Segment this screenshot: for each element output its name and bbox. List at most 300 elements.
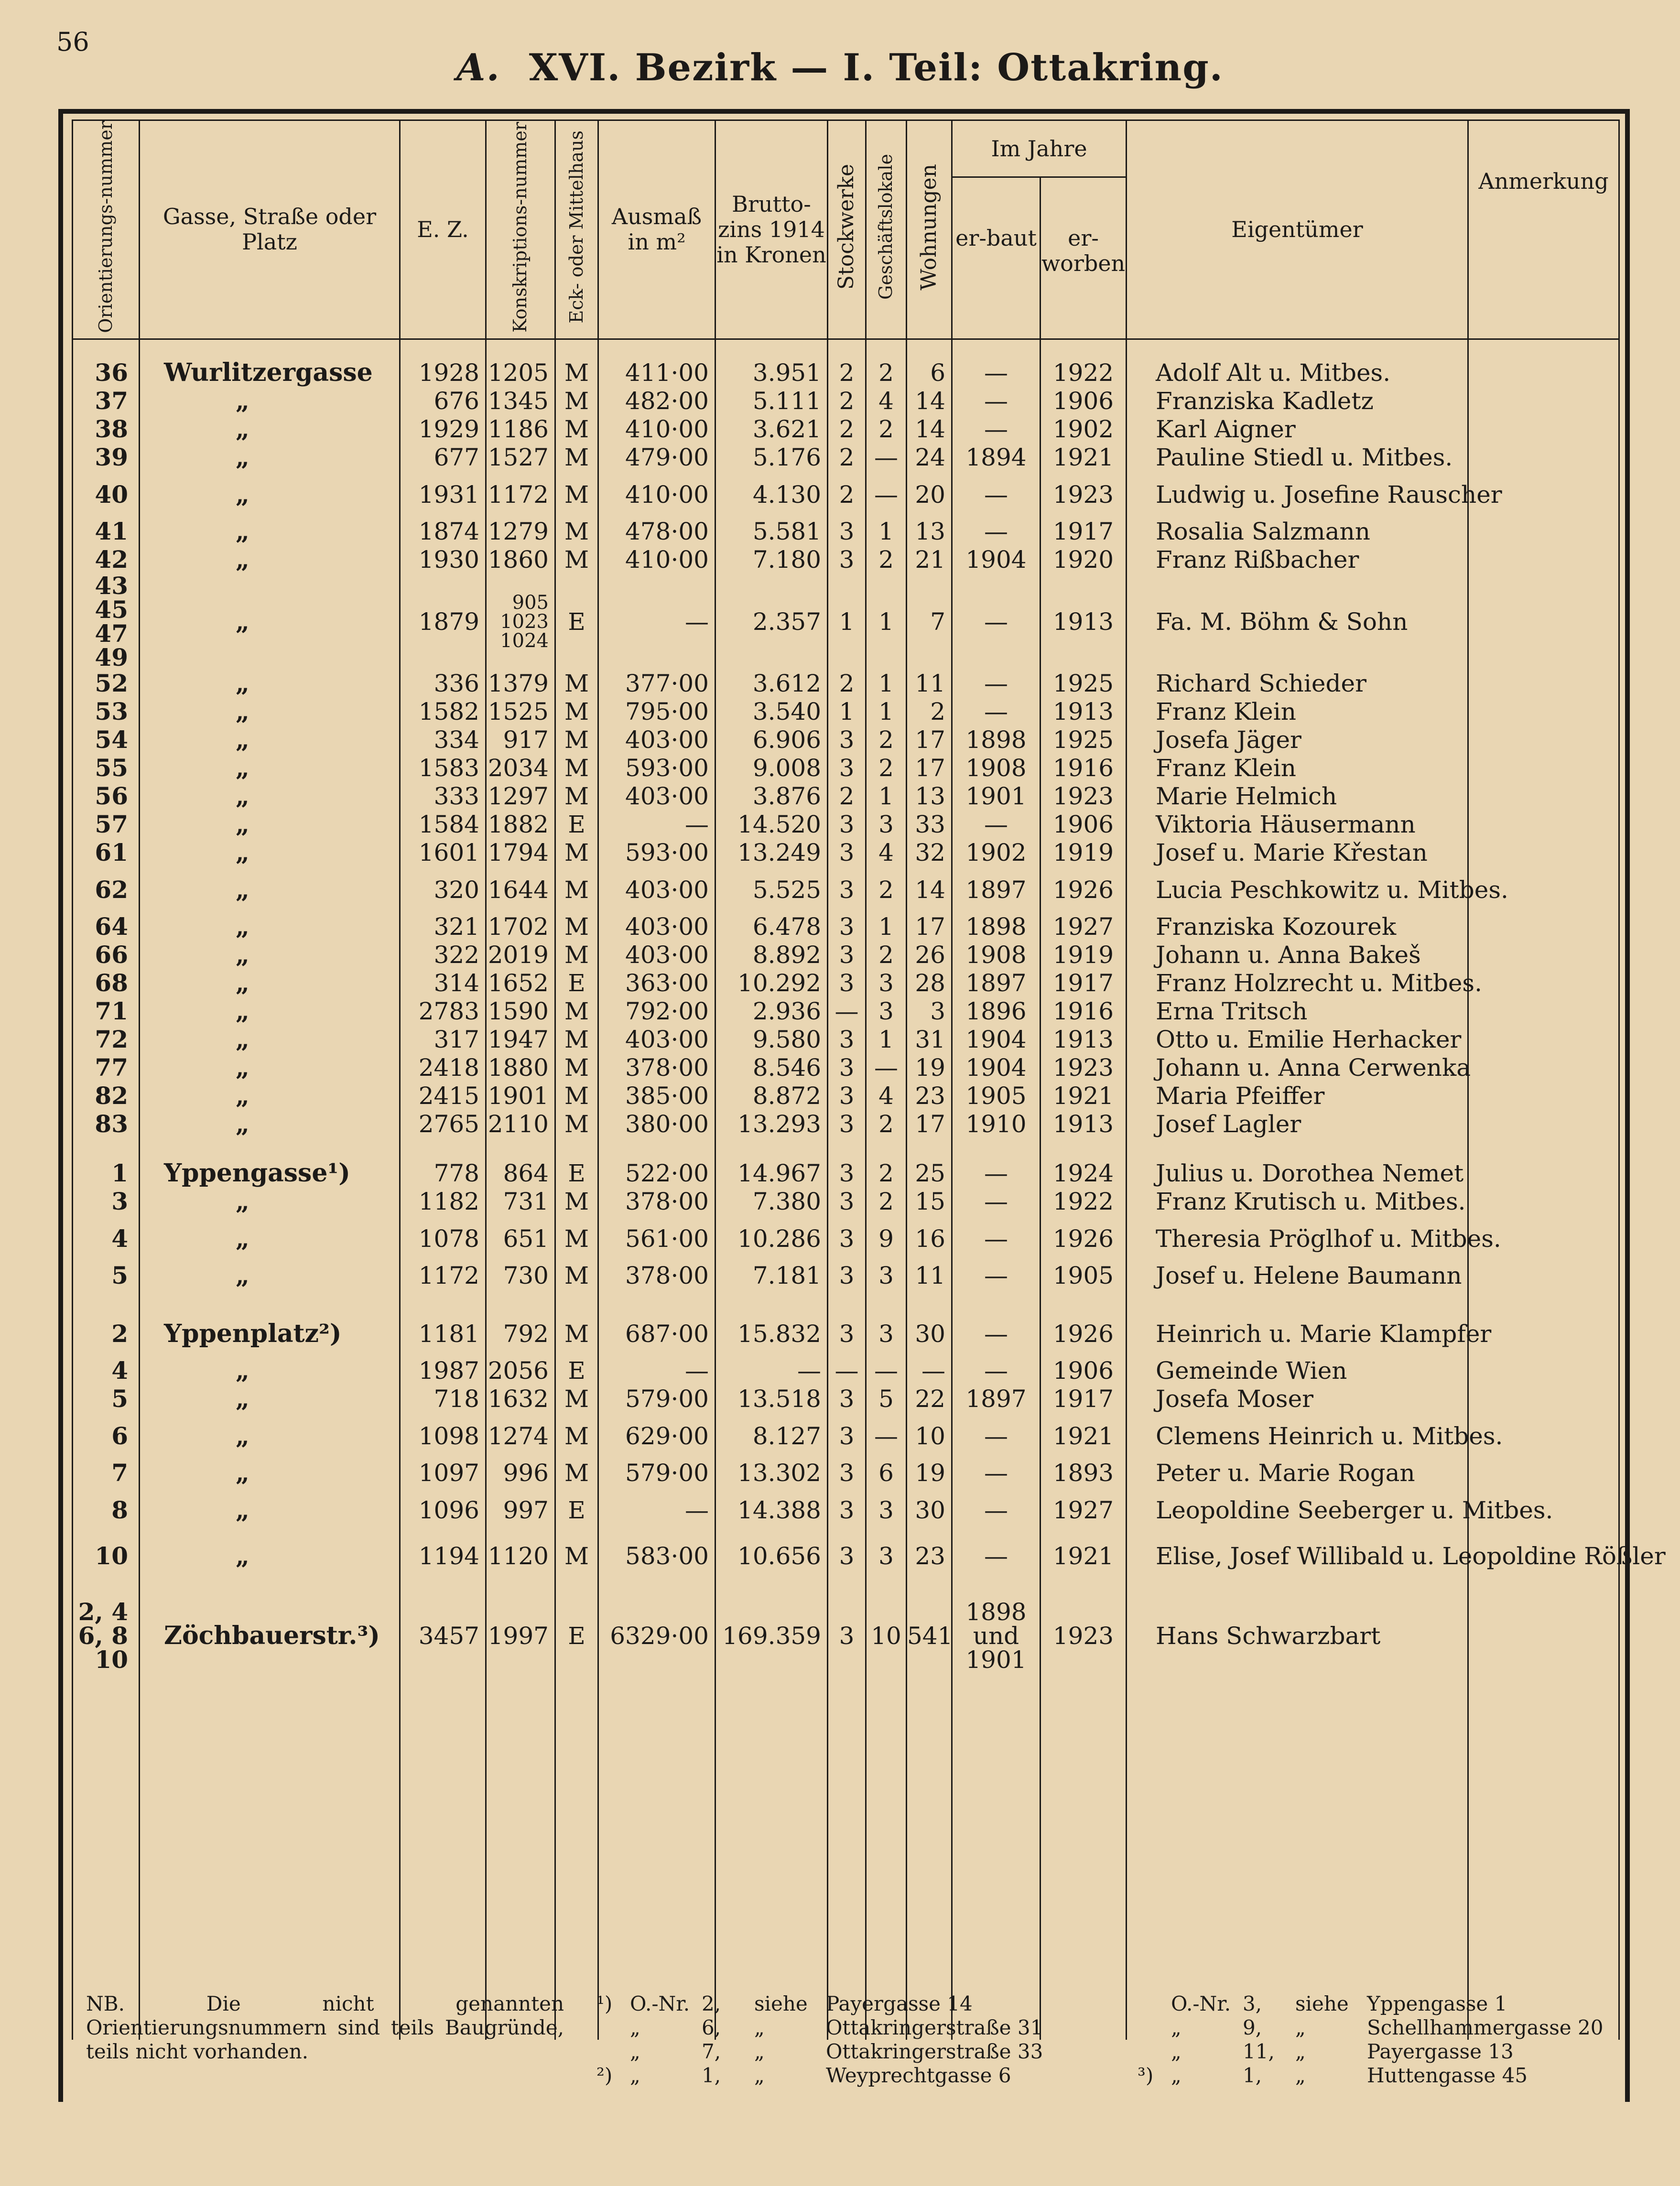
eigentuemer-cell: Franz Holzrecht u. Mitbes. <box>1127 969 1468 997</box>
ez-cell: 1584 <box>400 811 486 839</box>
spacer-cell <box>555 1138 598 1159</box>
stockwerke-cell: 3 <box>828 913 866 941</box>
erworben-cell: 1917 <box>1041 518 1127 546</box>
stockwerke-cell: 3 <box>828 1082 866 1110</box>
title-text: XVI. Bezirk — I. Teil: Ottakring. <box>529 46 1224 89</box>
gasse-cell: „ <box>140 1026 400 1054</box>
bruttozins-cell: 14.967 <box>715 1159 828 1188</box>
anmerkung-cell <box>1468 1110 1619 1138</box>
geschaeftslokale-cell: 4 <box>866 1082 907 1110</box>
ez-cell: 1097 <box>400 1459 486 1487</box>
title-prefix: A. <box>456 46 500 89</box>
erworben-cell: 1920 <box>1041 546 1127 574</box>
konskriptionsnummer-cell: 864 <box>486 1159 555 1188</box>
orientierungsnummer-cell: 40 <box>73 472 140 518</box>
footnote-part <box>1138 2016 1171 2040</box>
erworben-cell: 1893 <box>1041 1459 1127 1487</box>
erbaut-cell: 1902 <box>952 839 1041 867</box>
spacer-cell <box>1041 339 1127 359</box>
spacer-cell <box>140 1138 400 1159</box>
anmerkung-cell <box>1468 1600 1619 1672</box>
stockwerke-cell: 3 <box>828 1533 866 1579</box>
konskriptionsnummer-cell: 651 <box>486 1216 555 1262</box>
ez-cell: 718 <box>400 1385 486 1413</box>
ez-cell: 1928 <box>400 359 486 387</box>
ez-cell: 320 <box>400 867 486 913</box>
bruttozins-cell: 169.359 <box>715 1600 828 1672</box>
table-row <box>73 1026 1619 1054</box>
geschaeftslokale-cell: 2 <box>866 1159 907 1188</box>
stockwerke-cell: 2 <box>828 387 866 415</box>
spacer-cell <box>598 339 715 359</box>
anmerkung-cell <box>1468 754 1619 782</box>
wohnungen-cell: 2 <box>907 698 952 726</box>
konskriptionsnummer-cell: 1882 <box>486 811 555 839</box>
gasse-cell: Zöchbauerstr.³) <box>140 1600 400 1672</box>
eck-mittelhaus-cell: M <box>555 1054 598 1082</box>
anmerkung-cell <box>1468 415 1619 444</box>
bruttozins-cell: 10.656 <box>715 1533 828 1579</box>
footnote-part: Ottakringerstraße 33 <box>826 2040 1043 2063</box>
wohnungen-cell: 11 <box>907 1262 952 1290</box>
spacer-cell <box>1127 1290 1468 1311</box>
bruttozins-cell: 14.388 <box>715 1487 828 1533</box>
geschaeftslokale-cell: 3 <box>866 1311 907 1357</box>
konskriptionsnummer-cell: 1345 <box>486 387 555 415</box>
stockwerke-cell: 2 <box>828 670 866 698</box>
erworben-cell: 1913 <box>1041 1110 1127 1138</box>
table-row <box>73 1357 1619 1385</box>
header-wohnungen: Wohnungen <box>907 120 952 339</box>
anmerkung-cell <box>1468 997 1619 1026</box>
ez-cell: 677 <box>400 444 486 472</box>
bruttozins-cell: 13.293 <box>715 1110 828 1138</box>
header-eck-mittelhaus: Eck- oder Mittelhaus <box>555 120 598 339</box>
geschaeftslokale-cell: 3 <box>866 1533 907 1579</box>
eigentuemer-cell: Franz Klein <box>1127 698 1468 726</box>
geschaeftslokale-cell: — <box>866 444 907 472</box>
orientierungsnummer-cell: 4 <box>73 1357 140 1385</box>
eigentuemer-cell: Richard Schieder <box>1127 670 1468 698</box>
erbaut-cell: 1905 <box>952 1082 1041 1110</box>
spacer-cell <box>828 1579 866 1600</box>
bruttozins-cell: 7.181 <box>715 1262 828 1290</box>
spacer-cell <box>486 339 555 359</box>
orientierungsnummer-line: 47 <box>95 619 128 648</box>
erbaut-cell: — <box>952 1413 1041 1459</box>
footnote-part: 6, <box>702 2016 721 2039</box>
spacer-cell <box>907 1579 952 1600</box>
erbaut-cell: 1897 <box>952 969 1041 997</box>
footnote-line <box>596 2064 1113 2088</box>
eigentuemer-cell: Erna Tritsch <box>1127 997 1468 1026</box>
spacer-cell <box>73 1672 140 2040</box>
geschaeftslokale-cell: 2 <box>866 1110 907 1138</box>
stockwerke-cell: 3 <box>828 754 866 782</box>
geschaeftslokale-cell: 2 <box>866 754 907 782</box>
stockwerke-cell: 3 <box>828 1188 866 1216</box>
konskriptionsnummer-cell: 1379 <box>486 670 555 698</box>
spacer-row <box>73 1138 1619 1159</box>
header-eigentuemer: Eigentümer <box>1127 120 1468 339</box>
ausmass-cell: 482·00 <box>598 387 715 415</box>
stockwerke-cell: 3 <box>828 518 866 546</box>
erworben-cell: 1902 <box>1041 415 1127 444</box>
stockwerke-cell: 3 <box>828 1487 866 1533</box>
ausmass-cell: 410·00 <box>598 415 715 444</box>
geschaeftslokale-cell: 3 <box>866 969 907 997</box>
erbaut-cell: 1897 <box>952 1385 1041 1413</box>
ausmass-cell: — <box>598 811 715 839</box>
eck-mittelhaus-cell: E <box>555 811 598 839</box>
spacer-cell <box>866 1672 907 2040</box>
table-row <box>73 698 1619 726</box>
eck-mittelhaus-cell: M <box>555 941 598 969</box>
header-erbaut: er-baut <box>952 177 1041 339</box>
konskriptionsnummer-cell: 1947 <box>486 1026 555 1054</box>
header-konskriptionsnummer: Konskriptions-nummer <box>486 120 555 339</box>
wohnungen-cell: 28 <box>907 969 952 997</box>
konskriptionsnummer-cell: 1901 <box>486 1082 555 1110</box>
ausmass-cell: 378·00 <box>598 1054 715 1082</box>
bruttozins-cell: 3.612 <box>715 670 828 698</box>
orientierungsnummer-cell: 77 <box>73 1054 140 1082</box>
wohnungen-cell: 11 <box>907 670 952 698</box>
table-row <box>73 1385 1619 1413</box>
orientierungsnummer-cell: 54 <box>73 726 140 754</box>
orientierungsnummer-cell: 5 <box>73 1262 140 1290</box>
erbaut-cell: — <box>952 1487 1041 1533</box>
spacer-cell <box>952 1290 1041 1311</box>
eigentuemer-cell: Josef u. Helene Baumann <box>1127 1262 1468 1290</box>
geschaeftslokale-cell: 2 <box>866 415 907 444</box>
eigentuemer-cell: Franz Klein <box>1127 754 1468 782</box>
orientierungsnummer-cell <box>73 1597 140 1674</box>
stockwerke-cell: 3 <box>828 726 866 754</box>
footnote-part <box>1138 1992 1171 2016</box>
ausmass-cell: 403·00 <box>598 913 715 941</box>
stockwerke-cell: 3 <box>828 969 866 997</box>
bruttozins-cell: 6.906 <box>715 726 828 754</box>
gasse-cell: „ <box>140 1082 400 1110</box>
footnote-part <box>596 2016 630 2040</box>
geschaeftslokale-cell: 3 <box>866 811 907 839</box>
anmerkung-cell <box>1468 1188 1619 1216</box>
konskriptionsnummer-cell: 1527 <box>486 444 555 472</box>
footnote-part: Yppengasse 1 <box>1367 1992 1507 2015</box>
orientierungsnummer-line: 45 <box>95 595 128 624</box>
stockwerke-cell: 3 <box>828 1413 866 1459</box>
spacer-cell <box>73 1579 140 1600</box>
erworben-cell: 1926 <box>1041 1216 1127 1262</box>
spacer-cell <box>1127 1672 1468 2040</box>
eck-mittelhaus-cell: M <box>555 1385 598 1413</box>
eigentuemer-cell: Josef u. Marie Křestan <box>1127 839 1468 867</box>
ausmass-cell: 410·00 <box>598 472 715 518</box>
eck-mittelhaus-cell: M <box>555 1311 598 1357</box>
footnote-line <box>596 1992 1113 2016</box>
spacer-cell <box>907 1672 952 2040</box>
erbaut-cell: 1908 <box>952 941 1041 969</box>
eck-mittelhaus-cell: M <box>555 359 598 387</box>
gasse-cell: „ <box>140 1533 400 1579</box>
spacer-cell <box>1041 1138 1127 1159</box>
geschaeftslokale-cell: 3 <box>866 1262 907 1290</box>
orientierungsnummer-line: 49 <box>95 643 128 671</box>
footnote-part: „ <box>1295 2016 1306 2039</box>
footnote-part: „ <box>630 2016 640 2039</box>
orientierungsnummer-cell: 71 <box>73 997 140 1026</box>
table-row <box>73 969 1619 997</box>
anmerkung-cell <box>1468 1459 1619 1487</box>
footnote-part: 7, <box>702 2040 721 2063</box>
gasse-cell: „ <box>140 726 400 754</box>
geschaeftslokale-cell: 10 <box>866 1600 907 1672</box>
konskriptionsnummer-cell: 2056 <box>486 1357 555 1385</box>
geschaeftslokale-cell: 3 <box>866 997 907 1026</box>
orientierungsnummer-cell: 61 <box>73 839 140 867</box>
eigentuemer-cell: Josefa Moser <box>1127 1385 1468 1413</box>
bruttozins-cell: 8.127 <box>715 1413 828 1459</box>
stockwerke-cell: 2 <box>828 444 866 472</box>
ledger-table <box>72 119 1666 2040</box>
anmerkung-cell <box>1468 1082 1619 1110</box>
erbaut-cell: — <box>952 670 1041 698</box>
eck-mittelhaus-cell: M <box>555 546 598 574</box>
gasse-cell: „ <box>140 1054 400 1082</box>
table-row <box>73 1216 1619 1262</box>
erworben-cell: 1924 <box>1041 1159 1127 1188</box>
konskriptionsnummer-cell: 1794 <box>486 839 555 867</box>
wohnungen-cell: 14 <box>907 867 952 913</box>
eigentuemer-cell: Gemeinde Wien <box>1127 1357 1468 1385</box>
bruttozins-cell: 3.540 <box>715 698 828 726</box>
spacer-cell <box>73 1290 140 1311</box>
spacer-cell <box>486 1138 555 1159</box>
orientierungsnummer-cell: 7 <box>73 1459 140 1487</box>
orientierungsnummer-cell: 2 <box>73 1311 140 1357</box>
orientierungsnummer-cell: 62 <box>73 867 140 913</box>
gasse-cell: „ <box>140 1262 400 1290</box>
spacer-cell <box>828 1138 866 1159</box>
ez-cell: 1172 <box>400 1262 486 1290</box>
ausmass-cell: 363·00 <box>598 969 715 997</box>
konskriptionsnummer-cell: 2019 <box>486 941 555 969</box>
eigentuemer-cell: Franz Krutisch u. Mitbes. <box>1127 1188 1468 1216</box>
ausmass-cell: 378·00 <box>598 1262 715 1290</box>
geschaeftslokale-cell: 6 <box>866 1459 907 1487</box>
spacer-cell <box>555 1579 598 1600</box>
wohnungen-cell: 13 <box>907 518 952 546</box>
konskriptionsnummer-cell: 1186 <box>486 415 555 444</box>
ausmass-cell: 403·00 <box>598 782 715 811</box>
erworben-cell: 1917 <box>1041 1385 1127 1413</box>
konskriptionsnummer-cell: 1525 <box>486 698 555 726</box>
eck-mittelhaus-cell: E <box>555 1487 598 1533</box>
eigentuemer-cell: Viktoria Häusermann <box>1127 811 1468 839</box>
spacer-cell <box>828 1290 866 1311</box>
eck-mittelhaus-cell: E <box>555 1357 598 1385</box>
konskriptionsnummer-cell: 1880 <box>486 1054 555 1082</box>
eigentuemer-cell: Elise, Josef Willibald u. Leopoldine Rößler <box>1127 1533 1468 1579</box>
bruttozins-cell: 5.111 <box>715 387 828 415</box>
gasse-cell: „ <box>140 1385 400 1413</box>
ausmass-cell: — <box>598 574 715 670</box>
eigentuemer-cell: Maria Pfeiffer <box>1127 1082 1468 1110</box>
wohnungen-cell: 16 <box>907 1216 952 1262</box>
table-row <box>73 997 1619 1026</box>
eck-mittelhaus-cell: M <box>555 1026 598 1054</box>
ez-cell: 334 <box>400 726 486 754</box>
footnote-part: 3, <box>1243 1992 1262 2015</box>
anmerkung-cell <box>1468 1159 1619 1188</box>
gasse-cell: „ <box>140 387 400 415</box>
konskriptionsnummer-cell: 1860 <box>486 546 555 574</box>
table-row <box>73 754 1619 782</box>
footnote-part: 1, <box>1243 2064 1262 2087</box>
erbaut-cell: 1896 <box>952 997 1041 1026</box>
gasse-cell: „ <box>140 1487 400 1533</box>
wohnungen-cell: 14 <box>907 415 952 444</box>
bruttozins-cell: 15.832 <box>715 1311 828 1357</box>
konskriptionsnummer-cell: 1205 <box>486 359 555 387</box>
gasse-cell: „ <box>140 1110 400 1138</box>
ausmass-cell: 6329·00 <box>598 1600 715 1672</box>
spacer-cell <box>400 339 486 359</box>
ez-cell: 2415 <box>400 1082 486 1110</box>
erbaut-cell: 1904 <box>952 546 1041 574</box>
header-stockwerke: Stockwerke <box>828 120 866 339</box>
footnote-part: „ <box>630 2040 640 2063</box>
erbaut-cell: — <box>952 698 1041 726</box>
eck-mittelhaus-cell: M <box>555 1082 598 1110</box>
erworben-cell: 1906 <box>1041 811 1127 839</box>
table-row <box>73 472 1619 518</box>
gasse-cell: „ <box>140 913 400 941</box>
wohnungen-cell: 17 <box>907 754 952 782</box>
ez-cell: 1078 <box>400 1216 486 1262</box>
eck-mittelhaus-cell: M <box>555 1110 598 1138</box>
spacer-cell <box>400 1672 486 2040</box>
ez-cell: 1987 <box>400 1357 486 1385</box>
konskriptionsnummer-cell: 1652 <box>486 969 555 997</box>
gasse-cell: „ <box>140 1459 400 1487</box>
footnote-part: „ <box>1295 2064 1306 2087</box>
anmerkung-cell <box>1468 670 1619 698</box>
stockwerke-cell: 3 <box>828 546 866 574</box>
konskriptionsnummer-line: 1024 <box>500 629 549 652</box>
konskriptionsnummer-cell: 1172 <box>486 472 555 518</box>
header-orientierungsnummer: Orientierungs-nummer <box>73 120 140 339</box>
geschaeftslokale-cell: 5 <box>866 1385 907 1413</box>
ez-cell: 1931 <box>400 472 486 518</box>
eck-mittelhaus-cell: M <box>555 415 598 444</box>
header-anmerkung: Anmerkung <box>1468 120 1619 339</box>
footnote-part: 2, <box>702 1992 721 2015</box>
geschaeftslokale-cell: 2 <box>866 546 907 574</box>
konskriptionsnummer-cell <box>486 574 555 670</box>
eck-mittelhaus-cell: M <box>555 1188 598 1216</box>
footnote-part: 1, <box>702 2064 721 2087</box>
erbaut-cell: — <box>952 1311 1041 1357</box>
ez-cell: 1096 <box>400 1487 486 1533</box>
eck-mittelhaus-cell: M <box>555 1413 598 1459</box>
anmerkung-cell <box>1468 839 1619 867</box>
wohnungen-cell: 30 <box>907 1487 952 1533</box>
footnote-part: Payergasse 13 <box>1367 2040 1514 2063</box>
spacer-cell <box>715 1579 828 1600</box>
erbaut-cell: — <box>952 1533 1041 1579</box>
erworben-cell: 1926 <box>1041 867 1127 913</box>
konskriptionsnummer-cell: 1702 <box>486 913 555 941</box>
stockwerke-cell: 2 <box>828 359 866 387</box>
spacer-cell <box>140 339 400 359</box>
eck-mittelhaus-cell: M <box>555 782 598 811</box>
konskriptionsnummer-cell: 1274 <box>486 1413 555 1459</box>
erbaut-cell: 1908 <box>952 754 1041 782</box>
bruttozins-cell: 10.292 <box>715 969 828 997</box>
spacer-cell <box>866 1138 907 1159</box>
orientierungsnummer-cell: 10 <box>73 1533 140 1579</box>
spacer-cell <box>400 1579 486 1600</box>
geschaeftslokale-cell: 2 <box>866 941 907 969</box>
spacer-cell <box>1041 1579 1127 1600</box>
footnote-part: Weyprechtgasse 6 <box>826 2064 1011 2087</box>
gasse-cell: „ <box>140 574 400 670</box>
footnote-part: siehe <box>754 1992 808 2015</box>
spacer-cell <box>140 1672 400 2040</box>
konskriptionsnummer-cell: 792 <box>486 1311 555 1357</box>
gasse-cell: „ <box>140 941 400 969</box>
spacer-cell <box>555 339 598 359</box>
geschaeftslokale-cell: 2 <box>866 359 907 387</box>
footnote-part: „ <box>1295 2040 1306 2063</box>
ez-cell: 314 <box>400 969 486 997</box>
gasse-cell: „ <box>140 670 400 698</box>
eck-mittelhaus-cell: E <box>555 969 598 997</box>
orientierungsnummer-cell: 42 <box>73 546 140 574</box>
table-row <box>73 782 1619 811</box>
table-row <box>73 1413 1619 1459</box>
erbaut-cell: 1897 <box>952 867 1041 913</box>
erbaut-cell: — <box>952 574 1041 670</box>
ez-cell: 2418 <box>400 1054 486 1082</box>
header-im-jahre: Im Jahre <box>952 120 1127 177</box>
spacer-cell <box>140 1290 400 1311</box>
table-row <box>73 1262 1619 1290</box>
spacer-cell <box>866 1290 907 1311</box>
ez-cell: 317 <box>400 1026 486 1054</box>
wohnungen-cell: 7 <box>907 574 952 670</box>
konskriptionsnummer-cell: 2110 <box>486 1110 555 1138</box>
eck-mittelhaus-cell: M <box>555 1216 598 1262</box>
eck-mittelhaus-cell: M <box>555 867 598 913</box>
eck-mittelhaus-cell: M <box>555 839 598 867</box>
footnotes-middle <box>596 1992 1113 2088</box>
footnote-part: O.-Nr. <box>630 1992 690 2015</box>
wohnungen-cell: 21 <box>907 546 952 574</box>
bruttozins-cell: 8.546 <box>715 1054 828 1082</box>
wohnungen-cell: 32 <box>907 839 952 867</box>
spacer-cell <box>952 1579 1041 1600</box>
erbaut-line: 1901 <box>965 1645 1027 1674</box>
eck-mittelhaus-cell: M <box>555 472 598 518</box>
footnote-part: Ottakringerstraße 31 <box>826 2016 1043 2039</box>
table-row <box>73 913 1619 941</box>
erworben-cell: 1906 <box>1041 1357 1127 1385</box>
ausmass-cell: — <box>598 1487 715 1533</box>
table-header <box>73 120 1619 339</box>
